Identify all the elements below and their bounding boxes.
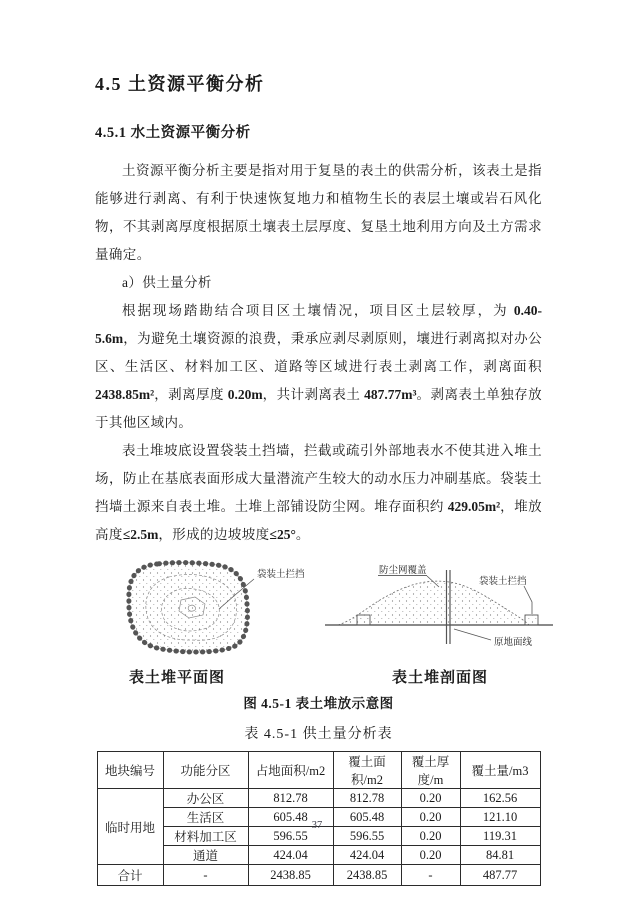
figure-row (95, 557, 542, 687)
paragraph-intro (95, 157, 542, 269)
table-cell: 162.56 (460, 789, 540, 808)
table-row (97, 846, 540, 865)
table-cell: - (401, 865, 460, 886)
table-header-row (97, 752, 540, 789)
table-cell: 0.20 (401, 827, 460, 846)
table-cell: 0.20 (401, 846, 460, 865)
text-run: 0.20m (227, 387, 263, 402)
text-run: 根据现场踏勘结合项目区土壤情况，项目区土层较厚，为 (122, 303, 514, 318)
table-cell: 通道 (163, 846, 248, 865)
table-cell: 生活区 (163, 808, 248, 827)
text-run: 。 (295, 527, 310, 542)
plan-barrier-label: 袋装土拦挡 (257, 570, 305, 580)
text-run: 表土堆坡底设置袋装土挡墙，拦截或疏引外部地表水不使其进入堆土场，防止在基底表面形成大量潜流产生较大的动水压力冲刷基底。袋装土挡墙土源来自表土堆。土堆上部铺设防尘网。堆存面积约 (95, 443, 542, 514)
header-occupied-area: 占地面积/m2 (248, 752, 333, 789)
text-run: ≤25° (269, 527, 296, 542)
header-cover-volume: 覆土量/m3 (460, 752, 540, 789)
net-label: 防尘网覆盖 (379, 566, 427, 576)
table-cell: 121.10 (460, 808, 540, 827)
table-cell: 596.55 (333, 827, 401, 846)
supply-analysis-table (97, 751, 541, 886)
table-cell: 424.04 (248, 846, 333, 865)
table-cell-group: 临时用地 (97, 789, 163, 865)
text-run: 土资源平衡分析主要是指对用于复垦的表土的供需分析，该表土是指能够进行剥离、有利于快速恢复地力和植物生长的表层土壤或岩石风化物，不其剥离厚度根据原土壤表土层厚度、复垦土地利用方向及土方需求量确定。 (95, 163, 542, 262)
figure-topsoil-section (321, 557, 559, 687)
text-run: ，共计剥离表土 (262, 387, 365, 402)
text-run: ，为避免土壤资源的浪费，秉承应剥尽剥原则，壤进行剥离拟对办公区、生活区、材料加工区、道路等区域进行表土剥离工作，剥离面积 (95, 331, 542, 374)
header-plot-id: 地块编号 (97, 752, 163, 789)
text-run: 487.77m³ (364, 387, 417, 402)
table-cell: 2438.85 (248, 865, 333, 886)
table-cell: 合计 (97, 865, 163, 886)
bag-barrier-right (525, 615, 538, 625)
table-cell: 84.81 (460, 846, 540, 865)
text-run: ，剥离厚度 (154, 387, 228, 402)
subsection-heading: 4.5.1 水土资源平衡分析 (95, 125, 251, 141)
section-heading: 4.5 土资源平衡分析 (95, 74, 265, 94)
table-cell: 材料加工区 (163, 827, 248, 846)
barrier-leader-line (524, 586, 532, 614)
table-number-caption: 表 4.5-1 供土量分析表 (244, 727, 393, 742)
header-function-zone: 功能分区 (163, 752, 248, 789)
text-run: 429.05m² (447, 499, 501, 514)
table-cell: 605.48 (248, 808, 333, 827)
table-cell: 596.55 (248, 827, 333, 846)
table-cell: 119.31 (460, 827, 540, 846)
text-run: 2438.85m² (95, 387, 155, 402)
table-cell: 487.77 (460, 865, 540, 886)
page-number: 37 (311, 820, 323, 831)
table-cell: 0.20 (401, 808, 460, 827)
text-run: ，形成的边坡坡度 (158, 527, 270, 542)
text-run: ，堆放高度 (95, 499, 542, 542)
header-cover-area: 覆土面积/m2 (333, 752, 401, 789)
text-run: 。剥离表土单独存放于其他区域内。 (95, 387, 542, 430)
paragraph-pile (95, 437, 542, 549)
table-cell: - (163, 865, 248, 886)
table-cell: 605.48 (333, 808, 401, 827)
section-caption: 表土堆剖面图 (391, 670, 488, 686)
ground-label: 原地面线 (494, 638, 533, 648)
figure-topsoil-plan (121, 557, 346, 687)
table-cell: 812.78 (248, 789, 333, 808)
table-cell: 424.04 (333, 846, 401, 865)
table-cell: 0.20 (401, 789, 460, 808)
topsoil-plan-drawing (121, 557, 346, 657)
supply-table-body (97, 789, 540, 886)
paragraph-supply (95, 297, 542, 437)
header-cover-thickness: 覆土厚度/m (401, 752, 460, 789)
table-cell: 812.78 (333, 789, 401, 808)
section-barrier-label: 袋装土拦挡 (479, 577, 527, 587)
table-row (97, 789, 540, 808)
ground-leader-line (454, 629, 491, 640)
text-run: 0.40-5.6m (95, 303, 542, 346)
figure-number-caption: 图 4.5-1 表土堆放示意图 (243, 696, 394, 711)
list-item-a: a）供土量分析 (122, 275, 212, 290)
table-cell: 2438.85 (333, 865, 401, 886)
table-cell: 办公区 (163, 789, 248, 808)
bag-barrier-left (357, 615, 370, 625)
text-run: ≤2.5m (122, 527, 159, 542)
plan-caption: 表土堆平面图 (129, 670, 226, 686)
table-total-row (97, 865, 540, 886)
topsoil-section-drawing (321, 557, 559, 657)
